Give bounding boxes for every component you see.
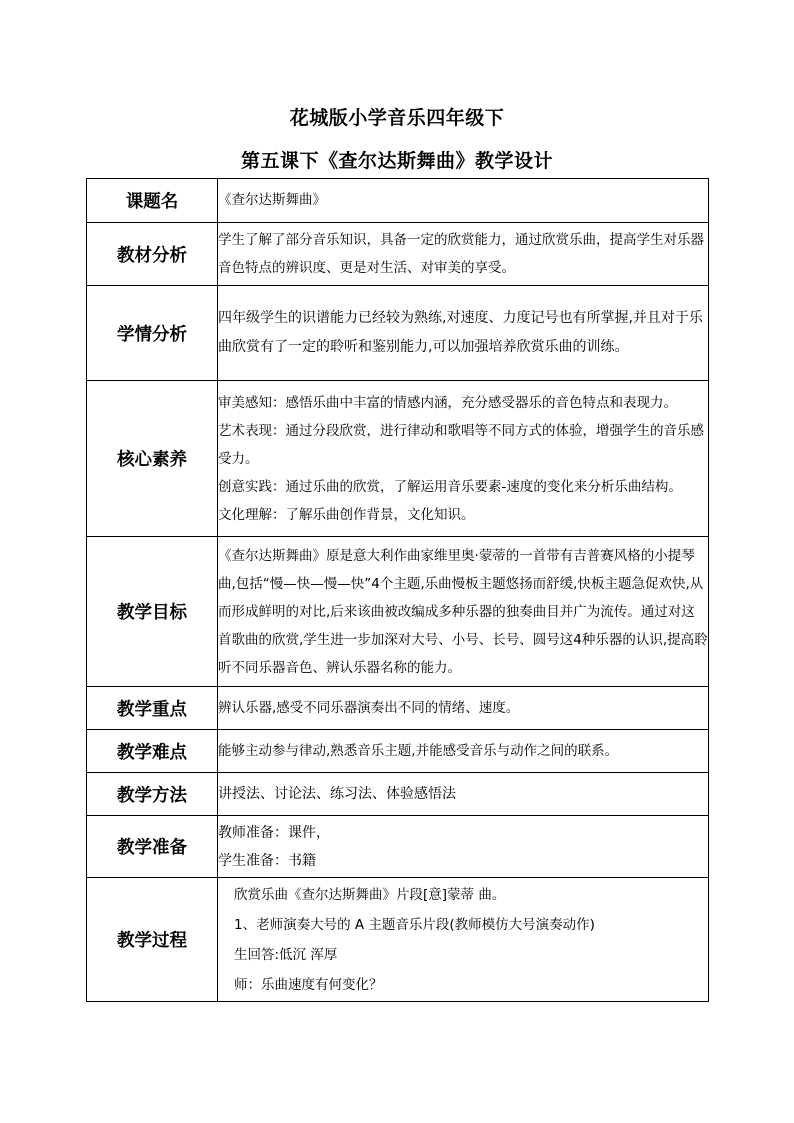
row-label-process: 教学过程 <box>87 878 218 1002</box>
row-content-goals: 《查尔达斯舞曲》原是意大利作曲家维里奥·蒙蒂的一首带有吉普赛风格的小提琴曲,包括“慢—快—慢—快”4个主题,乐曲慢板主题悠扬而舒缓,快板主题急促欢快,从而形成鲜明的对比,后来该曲被改编成多种乐器的独奏曲目并广为流传。通过对这首歌曲的欣赏,学生进一步加深对大号、小号、长号、圆号这4种乐器的认识,提高聆听不同乐器音色、辨认乐器名称的能力。 <box>218 537 709 687</box>
row-label-goals: 教学目标 <box>87 537 218 687</box>
process-line-2: 1、老师演奏大号的 A 主题音乐片段(教师模仿大号演奏动作) <box>234 916 595 933</box>
process-line-4: 师：乐曲速度有何变化？ <box>234 976 383 993</box>
row-content-topic: 《查尔达斯舞曲》 <box>218 179 709 223</box>
table-row-students <box>87 286 709 381</box>
literacy-line-aesthetic: 审美感知：感悟乐曲中丰富的情感内涵，充分感受器乐的音色特点和表现力。 <box>218 394 677 411</box>
row-content-preparation <box>218 816 709 878</box>
literacy-line-expression: 艺术表现：通过分段欣赏，进行律动和歌唱等不同方式的体验，增强学生的音乐感受力。 <box>218 422 704 467</box>
row-label-preparation: 教学准备 <box>87 816 218 878</box>
table-row-topic <box>87 179 709 223</box>
document-title: 花城版小学音乐四年级下 <box>289 107 505 129</box>
process-line-3: 生回答:低沉 浑厚 <box>234 946 338 963</box>
document-subtitle: 第五课下《查尔达斯舞曲》教学设计 <box>240 150 553 172</box>
lesson-plan-table <box>86 178 709 1002</box>
row-label-methods: 教学方法 <box>87 773 218 816</box>
preparation-teacher: 教师准备：课件， <box>218 824 330 841</box>
row-label-literacy: 核心素养 <box>87 381 218 537</box>
row-label-difficulties: 教学难点 <box>87 730 218 773</box>
row-content-key-points: 辨认乐器,感受不同乐器演奏出不同的情绪、速度。 <box>218 687 709 730</box>
row-content-process <box>218 878 709 1002</box>
table-row-methods <box>87 773 709 816</box>
row-label-students: 学情分析 <box>87 286 218 381</box>
row-content-students: 四年级学生的识谱能力已经较为熟练,对速度、力度记号也有所掌握,并且对于乐曲欣赏有了一定的聆听和鉴别能力,可以加强培养欣赏乐曲的训练。 <box>218 286 709 381</box>
row-content-material: 学生了解了部分音乐知识，具备一定的欣赏能力，通过欣赏乐曲，提高学生对乐器音色特点的辨识度、更是对生活、对审美的享受。 <box>218 223 709 286</box>
row-label-topic: 课题名 <box>87 179 218 223</box>
table-row-literacy <box>87 381 709 537</box>
row-content-difficulties: 能够主动参与律动,熟悉音乐主题,并能感受音乐与动作之间的联系。 <box>218 730 709 773</box>
process-line-1: 欣赏乐曲《查尔达斯舞曲》片段[意]蒙蒂 曲。 <box>234 886 506 903</box>
table-row-material <box>87 223 709 286</box>
table-row-process <box>87 878 709 1002</box>
row-content-literacy <box>218 381 709 537</box>
row-label-key-points: 教学重点 <box>87 687 218 730</box>
table-row-key-points <box>87 687 709 730</box>
preparation-student: 学生准备：书籍 <box>218 852 316 869</box>
row-label-material: 教材分析 <box>87 223 218 286</box>
table-row-preparation <box>87 816 709 878</box>
row-content-methods: 讲授法、讨论法、练习法、体验感悟法 <box>218 773 709 816</box>
table-row-difficulties <box>87 730 709 773</box>
literacy-line-practice: 创意实践：通过乐曲的欣赏，了解运用音乐要素-速度的变化来分析乐曲结构。 <box>218 478 682 495</box>
literacy-line-culture: 文化理解：了解乐曲创作背景，文化知识。 <box>218 506 475 523</box>
table-row-goals <box>87 537 709 687</box>
